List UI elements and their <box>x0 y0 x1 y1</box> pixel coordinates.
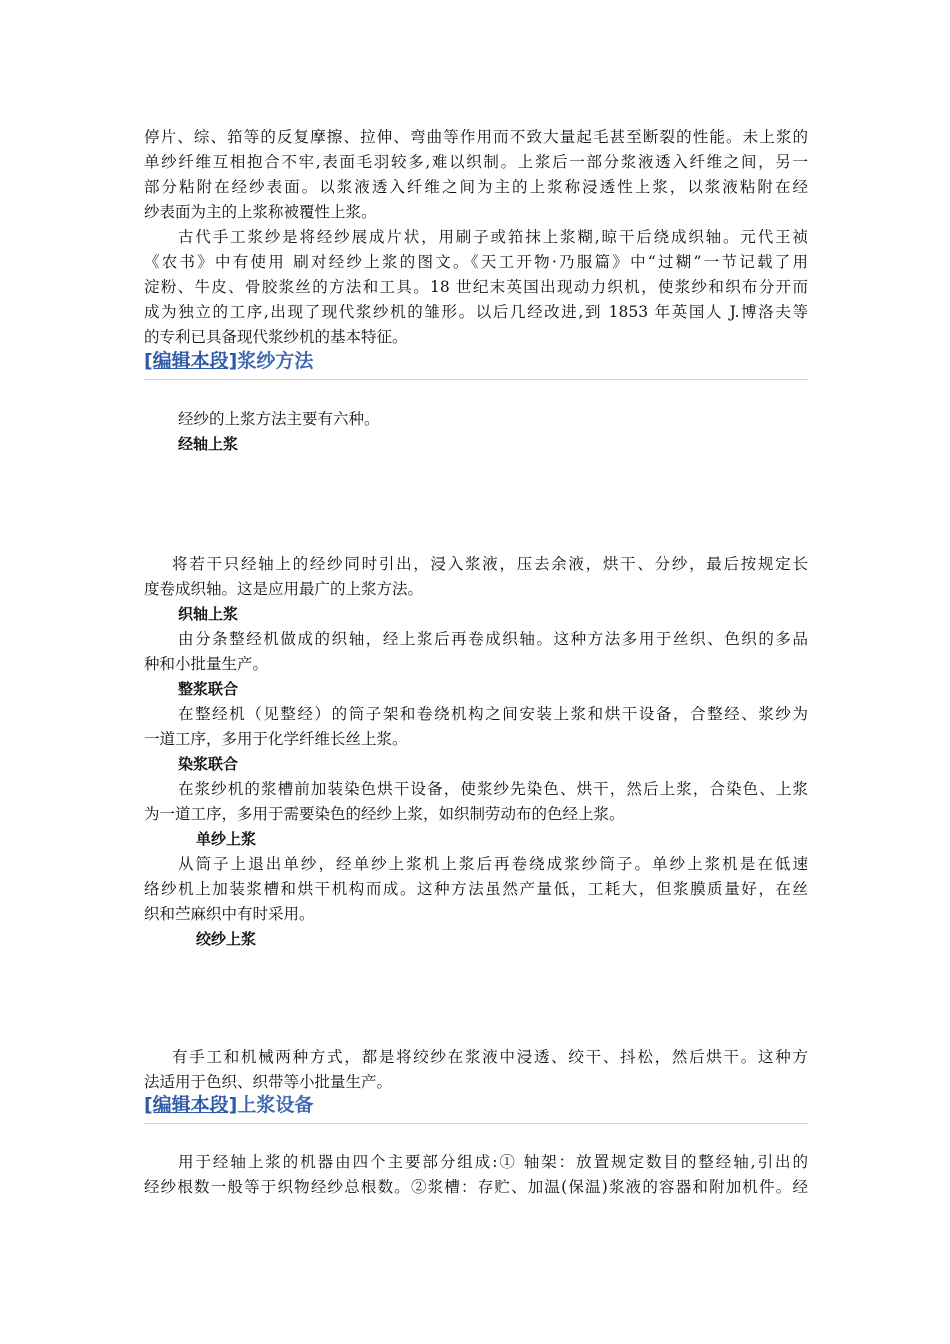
intro-line-3: 部分粘附在经纱表面。以浆液透入纤维之间为主的上浆称浸透性上浆，以浆液粘附在经 <box>144 178 808 196</box>
method-title-hank-sizing: 绞纱上浆 <box>196 930 257 948</box>
edit-section-link[interactable]: [编辑本段] <box>144 1094 238 1116</box>
equipment-line-2: 经纱根数一般等于织物经纱总根数。②浆槽：存贮、加温(保温)浆液的容器和附加机件。经 <box>144 1178 808 1196</box>
section-title: 上浆设备 <box>237 1094 314 1116</box>
method5-line-3: 织和苎麻织中有时采用。 <box>144 905 315 923</box>
section-divider <box>144 1123 808 1124</box>
method4-line-1: 在浆纱机的浆槽前加装染色烘干设备，使浆纱先染色、烘干，然后上浆，合染色、上浆 <box>178 780 808 798</box>
method4-line-2: 为一道工序，多用于需要染色的经纱上浆，如织制劳动布的色经上浆。 <box>144 805 625 823</box>
history-line-2: 《农书》中有使用 刷对经纱上浆的图文。《天工开物·乃服篇》中“过糊”一节记载了用 <box>144 253 808 271</box>
edit-section-link[interactable]: [编辑本段] <box>144 350 238 372</box>
method-title-loom-beam: 织轴上浆 <box>178 605 239 623</box>
method1-line-2: 度卷成织轴。这是应用最广的上浆方法。 <box>144 580 424 598</box>
section-heading-methods <box>144 349 808 373</box>
history-line-1: 古代手工浆纱是将经纱展成片状，用刷子或筘抹上浆糊,晾干后绕成织轴。元代王祯 <box>178 228 808 246</box>
method2-line-2: 种和小批量生产。 <box>144 655 269 673</box>
method-title-beam-sizing: 经轴上浆 <box>178 435 239 453</box>
method-title-dye-sizing: 染浆联合 <box>178 755 239 773</box>
method3-line-2: 一道工序，多用于化学纤维长丝上浆。 <box>144 730 408 748</box>
history-line-4: 成为独立的工序,出现了现代浆纱机的雏形。以后几经改进,到 1853 年英国人 J.博洛夫等 <box>144 303 808 321</box>
method3-line-1: 在整经机（见整经）的筒子架和卷绕机构之间安装上浆和烘干设备，合整经、浆纱为 <box>178 705 808 723</box>
equipment-line-1: 用于经轴上浆的机器由四个主要部分组成:① 轴架：放置规定数目的整经轴,引出的 <box>178 1153 808 1171</box>
history-line-5: 的专利已具备现代浆纱机的基本特征。 <box>144 328 408 346</box>
method5-line-2: 络纱机上加装浆槽和烘干机构而成。这种方法虽然产量低，工耗大，但浆膜质量好，在丝 <box>144 880 808 898</box>
method5-line-1: 从筒子上退出单纱，经单纱上浆机上浆后再卷绕成浆纱筒子。单纱上浆机是在低速 <box>178 855 808 873</box>
history-line-3: 淀粉、牛皮、骨胶浆丝的方法和工具。18 世纪末英国出现动力织机，使浆纱和织布分开而 <box>144 278 808 296</box>
section-title: 浆纱方法 <box>237 350 314 372</box>
method6-line-2: 法适用于色织、织带等小批量生产。 <box>144 1073 393 1091</box>
method-title-single-yarn: 单纱上浆 <box>196 830 257 848</box>
intro-line-2: 单纱纤维互相抱合不牢,表面毛羽较多,难以织制。上浆后一部分浆液透入纤维之间，另一 <box>144 153 808 171</box>
intro-line-4: 纱表面为主的上浆称被覆性上浆。 <box>144 203 377 221</box>
methods-intro: 经纱的上浆方法主要有六种。 <box>178 410 380 428</box>
intro-line-1: 停片、综、筘等的反复摩擦、拉伸、弯曲等作用而不致大量起毛甚至断裂的性能。未上浆的 <box>144 128 808 146</box>
method1-line-1: 将若干只经轴上的经纱同时引出，浸入浆液，压去余液，烘干、分纱，最后按规定长 <box>172 555 808 573</box>
method6-line-1: 有手工和机械两种方式，都是将绞纱在浆液中浸透、绞干、抖松，然后烘干。这种方 <box>172 1048 808 1066</box>
method2-line-1: 由分条整经机做成的织轴，经上浆后再卷成织轴。这种方法多用于丝织、色织的多品 <box>178 630 808 648</box>
section-heading-equipment <box>144 1093 808 1117</box>
section-divider <box>144 379 808 380</box>
method-title-warp-sizing: 整浆联合 <box>178 680 239 698</box>
